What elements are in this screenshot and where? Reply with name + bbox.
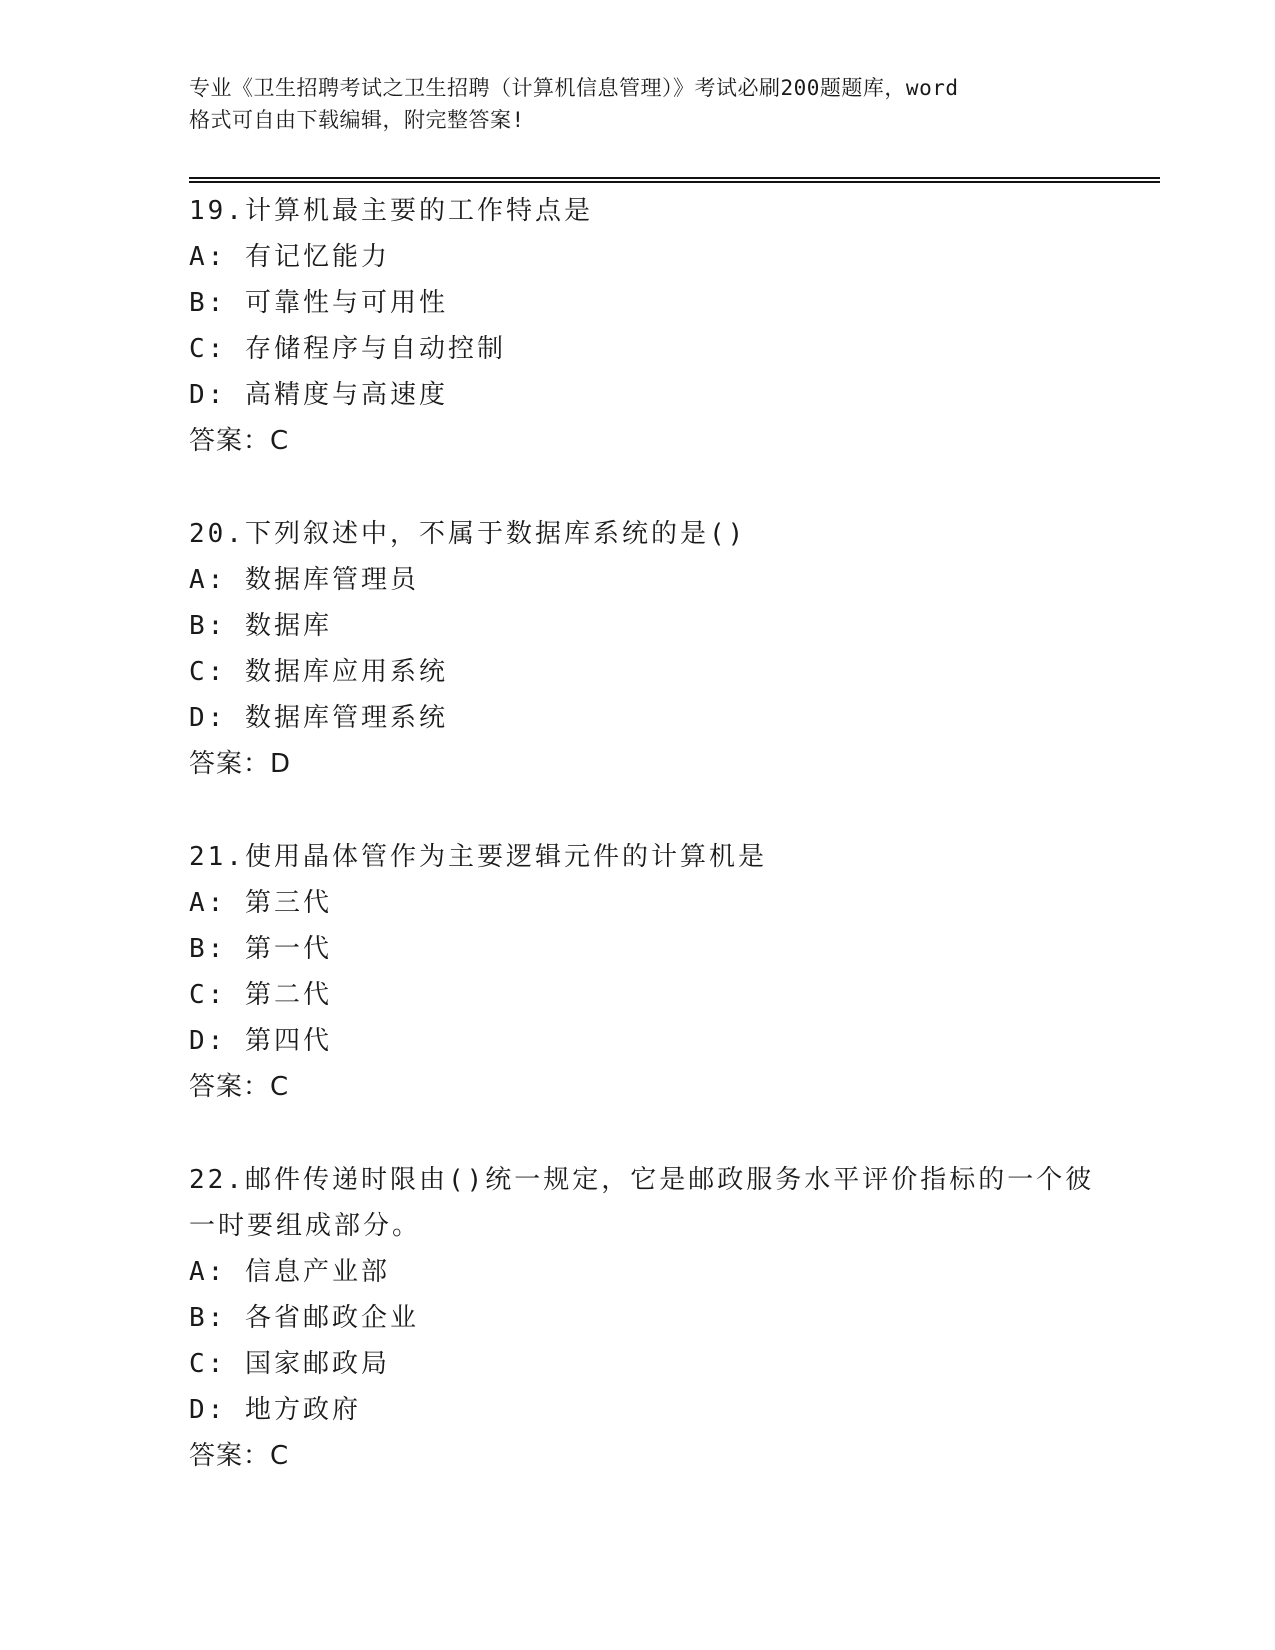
option-c: C: 存储程序与自动控制 (189, 334, 506, 364)
question-stem-line-2: 一时要组成部分。 (189, 1211, 422, 1241)
option-d: D: 第四代 (189, 1026, 332, 1056)
answer-label: 答案：C (189, 1072, 290, 1102)
option-b: B: 各省邮政企业 (189, 1303, 419, 1333)
answer-label: 答案：C (189, 426, 290, 456)
header-line-1: 专业《卫生招聘考试之卫生招聘（计算机信息管理）》考试必刷200题题库，word (189, 76, 959, 100)
option-a: A: 数据库管理员 (189, 565, 419, 595)
option-d: D: 高精度与高速度 (189, 380, 448, 410)
answer-label: 答案：D (189, 749, 292, 779)
question-stem: 19.计算机最主要的工作特点是 (189, 196, 593, 226)
question-stem: 20.下列叙述中，不属于数据库系统的是() (189, 519, 747, 549)
question-19 (189, 188, 1089, 464)
question-22 (189, 1157, 1095, 1479)
option-b: B: 数据库 (189, 611, 332, 641)
option-c: C: 数据库应用系统 (189, 657, 448, 687)
option-b: B: 第一代 (189, 934, 332, 964)
option-b: B: 可靠性与可用性 (189, 288, 448, 318)
answer-label: 答案：C (189, 1441, 290, 1471)
option-a: A: 信息产业部 (189, 1257, 390, 1287)
header-line-2: 格式可自由下载编辑，附完整答案! (189, 108, 525, 132)
question-21 (189, 834, 1089, 1110)
option-c: C: 第二代 (189, 980, 332, 1010)
question-list (189, 188, 1095, 1526)
question-20 (189, 511, 1089, 787)
document-header (189, 72, 1089, 136)
option-d: D: 数据库管理系统 (189, 703, 448, 733)
option-a: A: 有记忆能力 (189, 242, 390, 272)
question-stem: 21.使用晶体管作为主要逻辑元件的计算机是 (189, 842, 767, 872)
header-divider-bottom (189, 181, 1160, 183)
header-divider-top (189, 177, 1160, 179)
option-a: A: 第三代 (189, 888, 332, 918)
option-c: C: 国家邮政局 (189, 1349, 390, 1379)
option-d: D: 地方政府 (189, 1395, 361, 1425)
question-stem-line-1: 22.邮件传递时限由()统一规定，它是邮政服务水平评价指标的一个彼 (189, 1165, 1095, 1195)
